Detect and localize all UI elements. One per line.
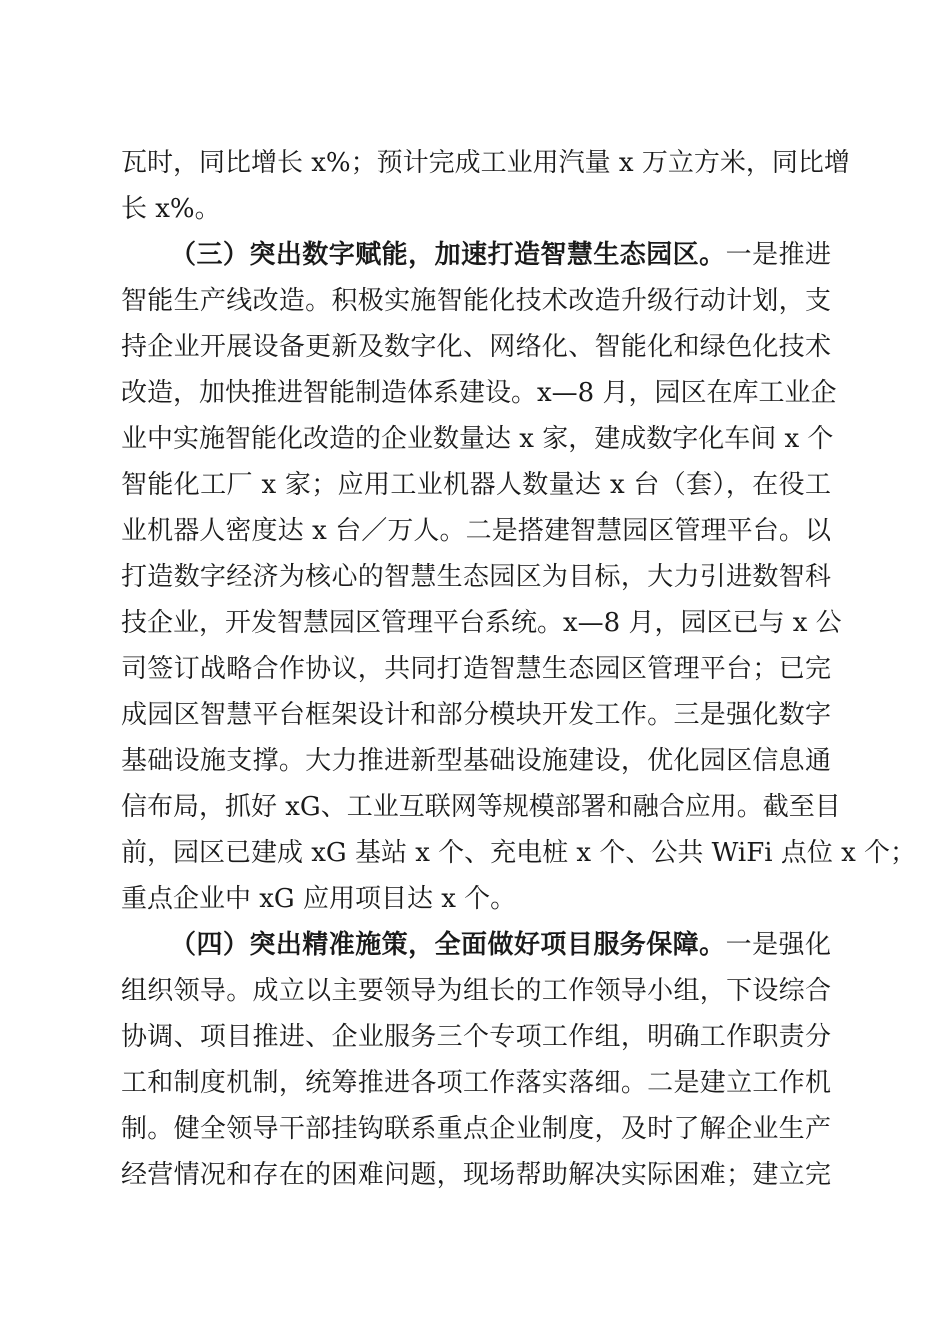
paragraph-line: 智能化工厂 x 家；应用工业机器人数量达 x 台（套），在役工 xyxy=(121,470,831,500)
paragraph-line: 工和制度机制，统筹推进各项工作落实落细。二是建立工作机 xyxy=(121,1068,831,1098)
paragraph-line: 经营情况和存在的困难问题，现场帮助解决实际困难；建立完 xyxy=(121,1160,831,1190)
paragraph-line: 瓦时，同比增长 x%；预计完成工业用汽量 x 万立方米，同比增 xyxy=(121,148,850,178)
paragraph-line: 打造数字经济为核心的智慧生态园区为目标，大力引进数智科 xyxy=(121,562,831,592)
paragraph-line: 持企业开展设备更新及数字化、网络化、智能化和绿色化技术 xyxy=(121,332,831,362)
paragraph-line: 成园区智慧平台框架设计和部分模块开发工作。三是强化数字 xyxy=(121,700,831,730)
paragraph-line: 技企业，开发智慧园区管理平台系统。x—8 月，园区已与 x 公 xyxy=(121,608,842,638)
paragraph-line: 业中实施智能化改造的企业数量达 x 家，建成数字化车间 x 个 xyxy=(121,424,834,454)
section-heading-line xyxy=(170,235,831,275)
paragraph-line: 组织领导。成立以主要领导为组长的工作领导小组，下设综合 xyxy=(121,976,831,1006)
paragraph-line: 前，园区已建成 xG 基站 x 个、充电桩 x 个、公共 WiFi 点位 x 个； xyxy=(121,838,917,868)
paragraph-line: 制。健全领导干部挂钩联系重点企业制度，及时了解企业生产 xyxy=(121,1114,831,1144)
paragraph-text: 一是强化 xyxy=(725,930,831,960)
section-heading-3: （三）突出数字赋能，加速打造智慧生态园区。 xyxy=(170,240,726,270)
paragraph-line: 司签订战略合作协议，共同打造智慧生态园区管理平台；已完 xyxy=(121,654,831,684)
paragraph-text: 一是推进 xyxy=(725,240,831,270)
paragraph-line: 重点企业中 xG 应用项目达 x 个。 xyxy=(121,884,517,914)
section-heading-4: （四）突出精准施策，全面做好项目服务保障。 xyxy=(170,930,726,960)
section-heading-line xyxy=(170,925,831,965)
paragraph-line: 基础设施支撑。大力推进新型基础设施建设，优化园区信息通 xyxy=(121,746,831,776)
paragraph-line: 信布局，抓好 xG、工业互联网等规模部署和融合应用。截至目 xyxy=(121,792,841,822)
paragraph-line: 协调、项目推进、企业服务三个专项工作组，明确工作职责分 xyxy=(121,1022,831,1052)
paragraph-line: 改造，加快推进智能制造体系建设。x—8 月，园区在库工业企 xyxy=(121,378,837,408)
paragraph-line: 长 x%。 xyxy=(121,194,221,224)
paragraph-line: 智能生产线改造。积极实施智能化技术改造升级行动计划，支 xyxy=(121,286,831,316)
paragraph-line: 业机器人密度达 x 台／万人。二是搭建智慧园区管理平台。以 xyxy=(121,516,831,546)
